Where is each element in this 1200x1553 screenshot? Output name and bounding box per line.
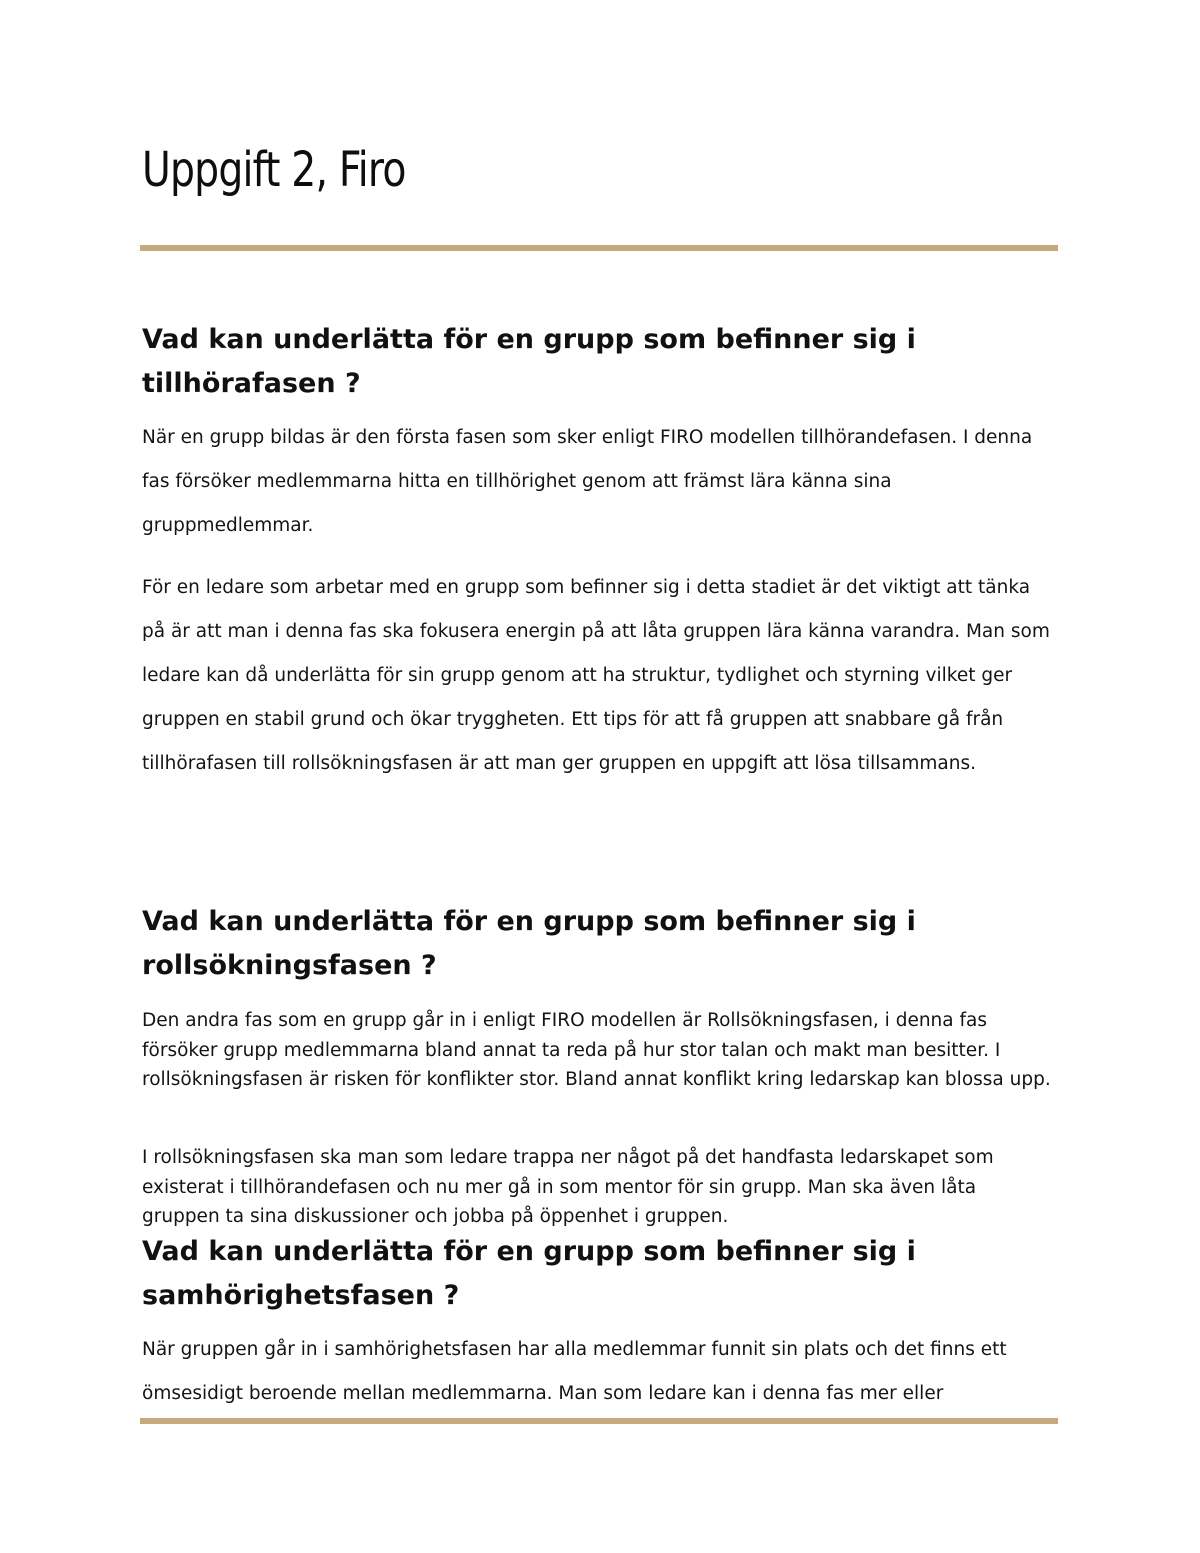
section-paragraph: I rollsökningsfasen ska man som ledare trappa ner något på det handfasta ledarskapet som existerat i tillhörandefasen och nu mer gå in som mentor för sin grupp. Man ska även låta gruppen ta sina diskussioner och jobba på öppenhet i gruppen. — [142, 1147, 994, 1227]
section-paragraph: Den andra fas som en grupp går in i enligt FIRO modellen är Rollsökningsfasen, i denna fas försöker grupp medlemmarna bland annat ta reda på hur stor talan och makt man besitter. I rollsökningsfasen är risken för konflikter stor. Bland annat konflikt kring ledarskap kan blossa upp. — [142, 1010, 1051, 1090]
section-paragraph: När gruppen går in i samhörighetsfasen har alla medlemmar funnit sin plats och det finns ett ömsesidigt beroende mellan medlemmarna. Man som ledare kan i denna fas mer eller — [142, 1339, 1007, 1404]
section-paragraph: När en grupp bildas är den första fasen som sker enligt FIRO modellen tillhörandefasen. I denna fas försöker medlemmarna hitta en tillhörighet genom att främst lära känna sina gruppmedlemmar. — [142, 427, 1033, 536]
footer-divider — [140, 1418, 1058, 1424]
section-heading-rollsokningsfasen: Vad kan underlätta för en grupp som befinner sig i rollsökningsfasen ? — [142, 906, 916, 981]
section-heading-tillhorafasen: Vad kan underlätta för en grupp som befinner sig i tillhörafasen ? — [142, 324, 916, 399]
section-paragraph: För en ledare som arbetar med en grupp som befinner sig i detta stadiet är det viktigt att tänka på är att man i denna fas ska fokusera energin på att låta gruppen lära känna varandra. Man som ledare kan då underlätta för sin grupp genom att ha struktur, tydlighet och styrning vilket ger gruppen en stabil grund och ökar tryggheten. Ett tips för att få gruppen att snabbare gå från tillhörafasen till rollsökningsfasen är att man ger gruppen en uppgift att lösa tillsammans. — [142, 577, 1050, 774]
section-heading-samhorighetsfasen: Vad kan underlätta för en grupp som befinner sig i samhörighetsfasen ? — [142, 1236, 916, 1311]
title-divider — [140, 245, 1058, 251]
document-title: Uppgift 2, Firo — [142, 142, 406, 198]
